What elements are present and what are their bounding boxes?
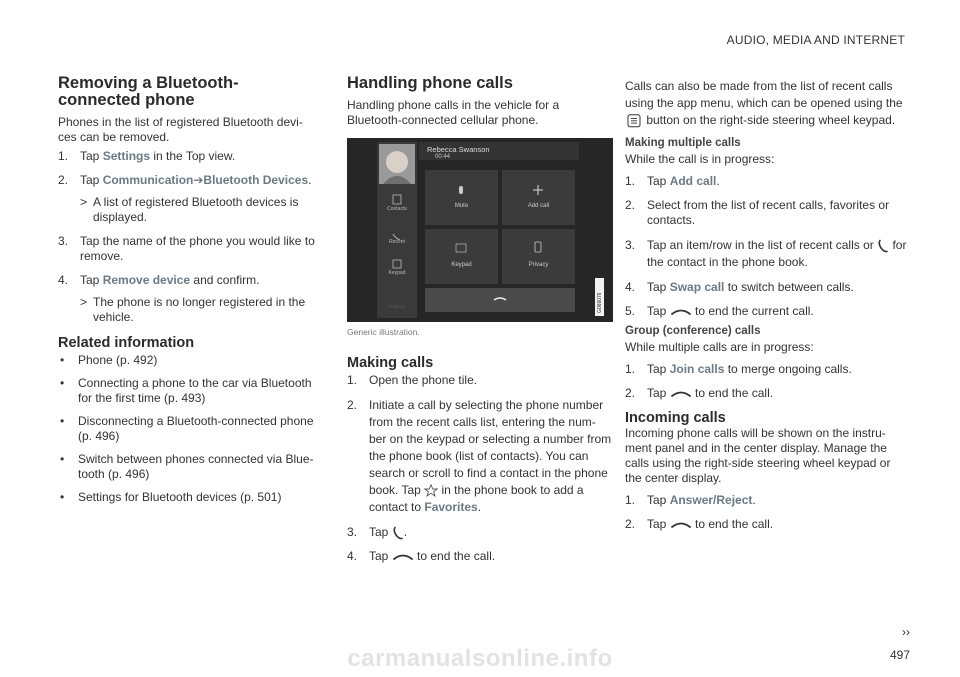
steps-list xyxy=(58,149,320,325)
star-icon xyxy=(424,484,438,497)
app-menu-icon xyxy=(625,114,643,128)
steps-list xyxy=(625,174,910,319)
step-item: 4. Tap to end the call. xyxy=(347,549,496,563)
related-list xyxy=(58,353,320,505)
column-more-calls xyxy=(625,78,910,541)
multiple-intro: While the call is in progress: xyxy=(625,152,775,166)
end-call-icon xyxy=(670,307,692,317)
step-item: 3. Tap the name of the phone you would like to remove. xyxy=(58,234,315,263)
end-call-icon xyxy=(670,520,692,530)
intro-text: Phones in the list of registered Bluetooth devi-ces can be removed. xyxy=(58,115,303,144)
phone-ui-figure xyxy=(347,138,613,322)
tile-privacy: Privacy xyxy=(528,262,549,268)
column-handling-calls xyxy=(347,75,613,573)
group-intro: While multiple calls are in progress: xyxy=(625,340,814,354)
end-call-icon xyxy=(392,552,414,562)
heading-remove-phone: Removing a Bluetooth-connected phone xyxy=(58,74,239,109)
side-keypad: Keypad xyxy=(388,270,406,276)
step-item: 1. Tap Join calls to merge ongoing calls. xyxy=(625,362,852,376)
step-item: 1. Tap Add call. xyxy=(625,174,720,188)
next-page-indicator[interactable]: ›› xyxy=(902,625,910,639)
side-recent: Recent xyxy=(389,239,405,245)
step-item: 3. Tap an item/row in the list of recent calls or for the contact in the phone book. xyxy=(625,238,907,269)
figure-caption: Generic illustration. xyxy=(347,327,420,337)
tile-keypad: Keypad xyxy=(451,262,472,268)
heading-handling-calls: Handling phone calls xyxy=(347,74,513,92)
caller-name: Rebecca Swanson xyxy=(427,145,490,154)
phone-call-icon xyxy=(877,239,889,253)
steps-list xyxy=(347,373,613,564)
phone-call-icon xyxy=(392,526,404,540)
step-item: 2. Select from the list of recent calls, favorites or contacts. xyxy=(625,198,890,227)
related-link[interactable]: • Phone (p. 492) xyxy=(60,353,158,367)
result-item: > A list of registered Bluetooth devices is displayed. xyxy=(80,195,299,224)
steps-list xyxy=(625,493,910,532)
related-link[interactable]: • Settings for Bluetooth devices (p. 501) xyxy=(60,490,282,504)
section-header: AUDIO, MEDIA AND INTERNET xyxy=(726,33,905,47)
step-item: 2. Tap Communication➔Bluetooth Devices. xyxy=(58,173,312,187)
step-item: 2. Initiate a call by selecting the phone number from the recent calls list, entering the num-ber on the keypad or selecting a number from the phone book (list of contacts). You can search or scroll to find a contact in the phone book. Tap in the phone book to add a contact to Favorites. xyxy=(347,398,612,514)
end-call-icon xyxy=(670,389,692,399)
step-item: 3. Tap . xyxy=(347,525,408,539)
step-item: 4. Tap Remove device and confirm. xyxy=(58,273,260,287)
step-item: 4. Tap Swap call to switch between calls. xyxy=(625,280,854,294)
settings-keyword: Settings xyxy=(102,149,151,163)
tile-mute: Mute xyxy=(454,203,469,209)
related-link[interactable]: • Connecting a phone to the car via Bluetooth for the first time (p. 493) xyxy=(60,376,312,405)
step-item: 1. Tap Answer/Reject. xyxy=(625,493,756,507)
result-item: > The phone is no longer registered in the vehicle. xyxy=(80,295,306,324)
page-number: 497 xyxy=(889,648,910,662)
heading-incoming-calls: Incoming calls xyxy=(625,410,726,426)
call-duration: 00:44 xyxy=(435,154,451,160)
intro-text: Calls can also be made from the list of recent calls using the app menu, which can be opened using the button on the right-side steering wheel keypad. xyxy=(625,79,903,127)
related-link[interactable]: • Switch between phones connected via Blue-tooth (p. 496) xyxy=(60,452,314,481)
side-contacts: Contacts xyxy=(387,206,407,212)
heading-related-info: Related information xyxy=(58,335,195,351)
step-item: 2. Tap to end the call. xyxy=(625,517,774,531)
step-item: 1. Tap Settings in the Top view. xyxy=(58,149,236,163)
tile-add-call: Add call xyxy=(527,203,550,209)
steps-list xyxy=(625,362,910,401)
step-item: 5. Tap to end the current call. xyxy=(625,304,814,318)
watermark: carmanualsonline.info xyxy=(347,645,613,672)
heading-making-calls: Making calls xyxy=(347,355,434,371)
column-remove-phone xyxy=(58,75,320,513)
step-item: 2. Tap to end the call. xyxy=(625,386,774,400)
step-item: 1. Open the phone tile. xyxy=(347,373,478,387)
heading-group-calls: Group (conference) calls xyxy=(625,325,761,337)
phone-screen-illustration xyxy=(347,138,613,322)
related-link[interactable]: • Disconnecting a Bluetooth-connected phone (p. 496) xyxy=(60,414,314,443)
heading-multiple-calls: Making multiple calls xyxy=(625,137,741,149)
arrow-right-icon: ➔ xyxy=(193,173,204,187)
intro-text: Handling phone calls in the vehicle for a Bluetooth-connected cellular phone. xyxy=(347,98,560,127)
side-settings: Settings xyxy=(387,304,407,310)
figure-code: G066076 xyxy=(597,292,603,313)
incoming-intro: Incoming phone calls will be shown on the instru-ment panel and in the center display. Manage the calls using the right-side steering wheel keypad or the center display. xyxy=(625,426,891,485)
